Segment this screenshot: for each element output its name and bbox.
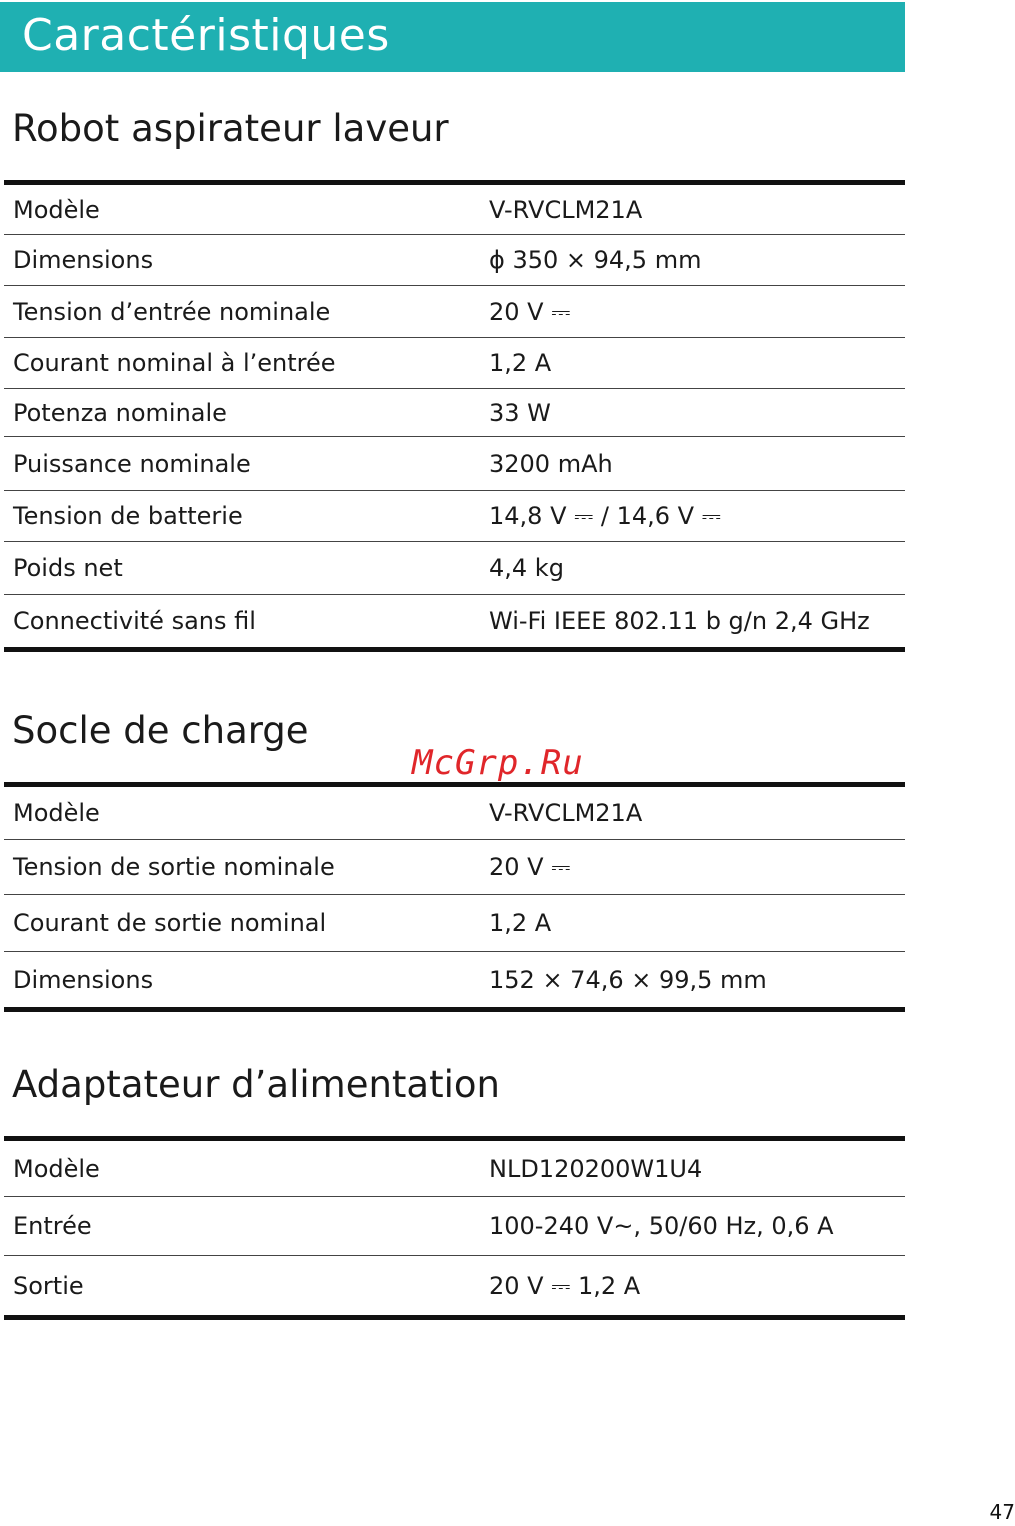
row-label: Tension de sortie nominale xyxy=(13,853,335,881)
row-value: Wi-Fi IEEE 802.11 b g/n 2,4 GHz xyxy=(489,607,870,635)
row-value: 20 V ⎓ xyxy=(489,297,571,326)
row-value: 20 V ⎓ 1,2 A xyxy=(489,1271,641,1300)
page-title: Caractéristiques xyxy=(22,10,390,61)
spec-table xyxy=(4,180,905,652)
row-label: Poids net xyxy=(13,554,123,582)
table-row xyxy=(4,389,905,437)
table-row xyxy=(4,235,905,286)
row-label: Tension de batterie xyxy=(13,502,243,530)
section-title: Adaptateur d’alimentation xyxy=(12,1063,500,1106)
row-value: 4,4 kg xyxy=(489,554,564,582)
table-row xyxy=(4,895,905,952)
row-value: 152 × 74,6 × 99,5 mm xyxy=(489,965,767,994)
section-title: Socle de charge xyxy=(12,709,309,752)
table-row xyxy=(4,185,905,235)
section-title: Robot aspirateur laveur xyxy=(12,107,449,150)
row-value: 33 W xyxy=(489,398,551,427)
spec-table xyxy=(4,1136,905,1320)
table-row xyxy=(4,787,905,840)
row-value: 1,2 A xyxy=(489,349,552,377)
row-label: Tension d’entrée nominale xyxy=(13,297,331,326)
section-adapter xyxy=(4,1049,905,1320)
table-row xyxy=(4,1256,905,1315)
table-row xyxy=(4,1141,905,1197)
row-label: Entrée xyxy=(13,1212,92,1240)
row-label: Connectivité sans fil xyxy=(13,607,256,635)
row-label: Courant de sortie nominal xyxy=(13,909,327,937)
row-label: Courant nominal à l’entrée xyxy=(13,349,336,377)
row-label: Modèle xyxy=(13,195,100,224)
row-value: 14,8 V ⎓ / 14,6 V ⎓ xyxy=(489,502,721,530)
table-row xyxy=(4,338,905,389)
table-row xyxy=(4,286,905,338)
row-value: NLD120200W1U4 xyxy=(489,1154,703,1183)
row-label: Modèle xyxy=(13,799,100,827)
table-row xyxy=(4,595,905,647)
row-label: Sortie xyxy=(13,1271,84,1300)
row-label: Dimensions xyxy=(13,246,154,274)
row-label: Puissance nominale xyxy=(13,449,251,478)
table-row xyxy=(4,542,905,595)
title-bar xyxy=(0,2,905,72)
table-row xyxy=(4,437,905,491)
watermark: McGrp.Ru xyxy=(412,743,584,783)
table-row xyxy=(4,1197,905,1256)
row-value: V-RVCLM21A xyxy=(489,195,643,224)
row-value: 1,2 A xyxy=(489,909,552,937)
row-value: V-RVCLM21A xyxy=(489,799,643,827)
row-label: Potenza nominale xyxy=(13,398,227,427)
row-value: 3200 mAh xyxy=(489,449,613,478)
row-label: Modèle xyxy=(13,1154,100,1183)
row-label: Dimensions xyxy=(13,965,154,994)
table-row xyxy=(4,491,905,542)
section-robot xyxy=(4,93,905,652)
page-number: 47 xyxy=(989,1500,1015,1524)
row-value: 20 V ⎓ xyxy=(489,853,571,881)
spec-table xyxy=(4,782,905,1012)
row-value: 100-240 V~, 50/60 Hz, 0,6 A xyxy=(489,1212,834,1240)
table-row xyxy=(4,952,905,1007)
table-row xyxy=(4,840,905,895)
row-value: ϕ 350 × 94,5 mm xyxy=(489,246,702,274)
